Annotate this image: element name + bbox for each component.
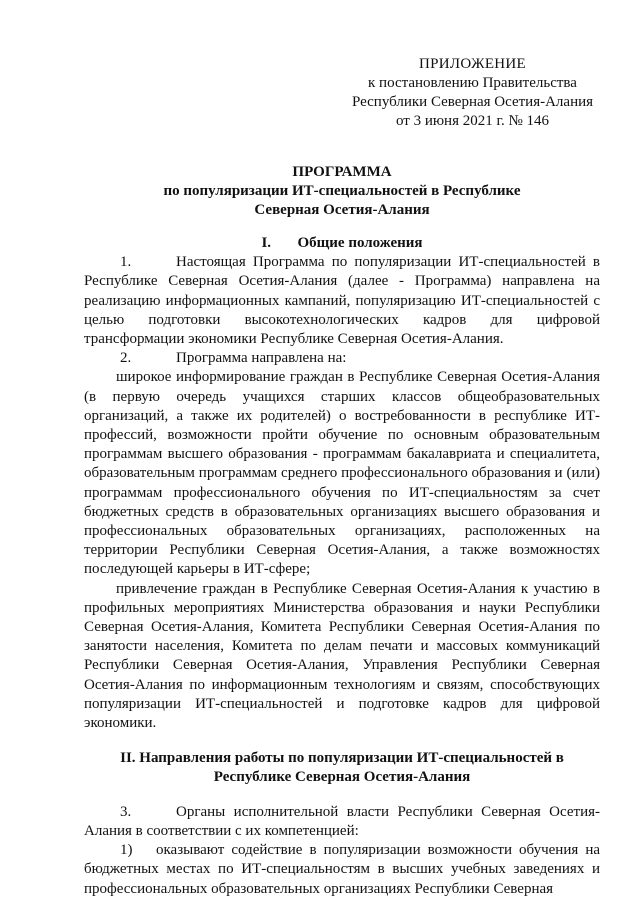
paragraph-3-number: 3. xyxy=(120,803,132,820)
paragraph-1-text: Настоящая Программа по популяризации ИТ-специальностей в Республике Северная Осетия-Алания (далее - Программа) направлена на реализацию информационных кампаний, популяризацию ИТ-специальностей с целью подготовки высокотехнологических кадров для цифровой трансформации экономики Республике Северная Осетия-Алания. xyxy=(84,254,600,348)
section-1-number: I. xyxy=(261,235,272,251)
title-program: ПРОГРАММА xyxy=(292,164,392,180)
paragraph-2 xyxy=(84,349,600,368)
appendix-label: ПРИЛОЖЕНИЕ xyxy=(418,56,527,72)
section-1-title: Общие положения xyxy=(297,235,423,251)
paragraph-3 xyxy=(84,803,600,841)
section-2-heading xyxy=(84,749,600,787)
subparagraph-1-number: 1) xyxy=(120,842,133,859)
appendix-resolution: к постановлению Правительства xyxy=(368,75,577,91)
paragraph-1-number: 1. xyxy=(120,254,132,271)
section-2-heading-line2: Республике Северная Осетия-Алания xyxy=(213,769,471,786)
paragraph-involving: привлечение граждан в Республике Северная Осетия-Алания к участию в профильных мероприятиях Министерства образования и науки Республики Северная Осетия-Алания, Комитета Республики Северная Осетия-Алания по занятости населения, Комитета по делам печати и массовых коммуникаций Республики Северная Осетия-Алания, Управления Республики Северная Осетия-Алания по информационным технологиям и связям, способствующих популяризации ИТ-специальностей и подготовке кадров для цифровой экономики. xyxy=(84,580,600,732)
paragraph-2-number: 2. xyxy=(120,350,132,367)
paragraph-1 xyxy=(84,253,600,349)
appendix-date: от 3 июня 2021 г. № 146 xyxy=(395,113,550,129)
paragraph-informing: широкое информирование граждан в Республике Северная Осетия-Алания (в первую очередь учащихся старших классов общеобразовательных организаций, а также их родителей) о востребованности в республике ИТ-профессий, возможности пройти обучение по основным образовательным программам высшего образования - программам бакалавриата и специалитета, образовательным программам среднего профессионального образования и (или) программам профессионального обучения по ИТ-специальностям за счет бюджетных средств в образовательных организациях высшего образования и профессиональных образовательных организациях, расположенных на территории Республики Северная Осетия-Алания, а также возможностях последующей карьеры в ИТ-сфере; xyxy=(84,369,600,578)
document-title xyxy=(84,163,600,220)
appendix-republic: Республики Северная Осетия-Алания xyxy=(351,94,594,110)
title-subject: по популяризации ИТ-специальностей в Республике xyxy=(163,183,521,199)
subparagraph-1 xyxy=(84,841,600,899)
appendix-header xyxy=(345,55,600,131)
paragraph-2-text: Программа направлена на: xyxy=(176,350,347,367)
document-body xyxy=(84,234,600,899)
paragraph-3-text: Органы исполнительной власти Республики Северная Осетия-Алания в соответствии с их компетенцией: xyxy=(84,803,600,839)
section-2-heading-line1: II. Направления работы по популяризации ИТ-специальностей в xyxy=(120,750,564,767)
subparagraph-1-text: оказывают содействие в популяризации возможности обучения на бюджетных местах по ИТ-специальностям в высших учебных заведениях и профессиональных образовательных организациях Республики Северная xyxy=(84,842,600,897)
title-region: Северная Осетия-Алания xyxy=(254,202,430,218)
section-1-heading xyxy=(84,234,600,253)
